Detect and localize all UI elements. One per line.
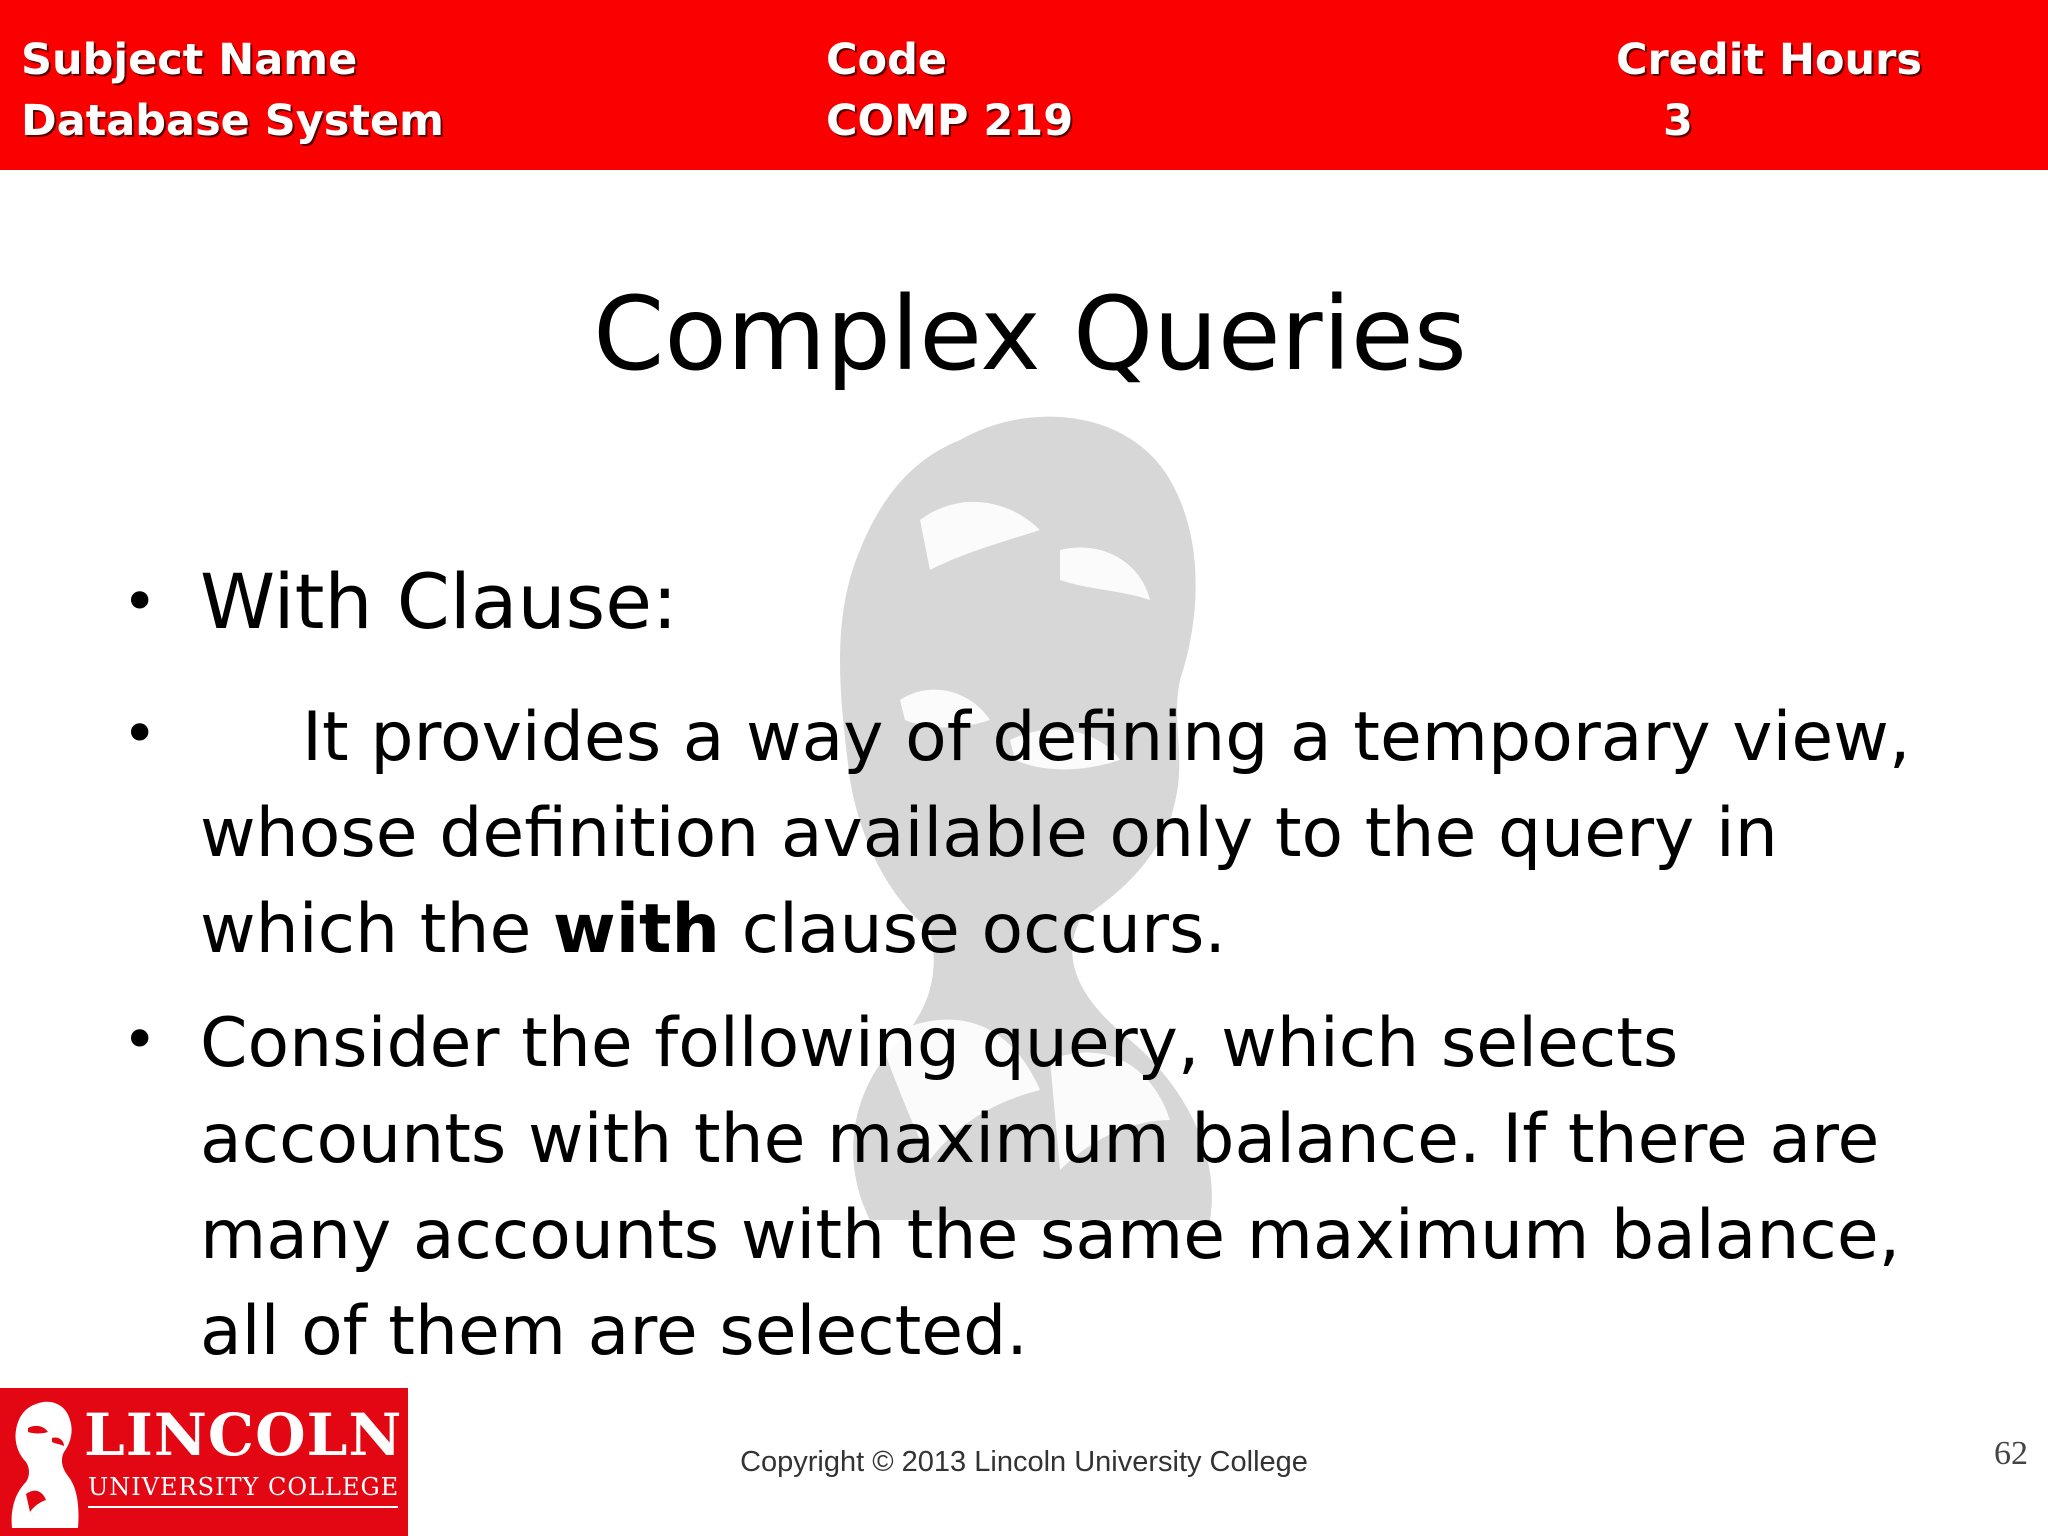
subject-label: Subject Name <box>21 35 358 85</box>
subject-column <box>21 30 444 152</box>
bullet-item-definition <box>200 690 1920 978</box>
code-column <box>826 30 1073 152</box>
bullet-bold-keyword: with <box>552 890 720 969</box>
code-value: COMP 219 <box>826 96 1074 146</box>
code-label: Code <box>826 35 948 85</box>
bullet-item-example: Consider the following query, which selects accounts with the maximum balance. If there are many accounts with the same maximum balance, all of them are selected. <box>200 1004 1901 1371</box>
bullet-text-start: It provides a way of defining a temporary view, whose definition available only to the query in which the <box>200 698 1911 969</box>
credit-value: 3 <box>1663 96 1693 146</box>
credit-column <box>1616 30 1922 152</box>
copyright-text: Copyright © 2013 Lincoln University College <box>740 1446 1308 1478</box>
logo-name: LINCOLN <box>84 1401 403 1469</box>
subject-header-bar <box>0 0 2048 170</box>
subject-value: Database System <box>21 96 444 146</box>
slide-title: Complex Queries <box>593 275 1467 394</box>
bullet-marker: • <box>122 1005 158 1075</box>
bullet-marker: • <box>122 699 158 769</box>
logo-subtitle: UNIVERSITY COLLEGE <box>88 1473 400 1501</box>
bullet-marker: • <box>122 567 158 637</box>
bullet-item-with-clause: With Clause: <box>200 557 678 646</box>
credit-label: Credit Hours <box>1616 35 1922 85</box>
bullet-text-end: clause occurs. <box>719 890 1226 969</box>
logo-divider <box>88 1506 398 1508</box>
page-number: 62 <box>1994 1435 2028 1472</box>
